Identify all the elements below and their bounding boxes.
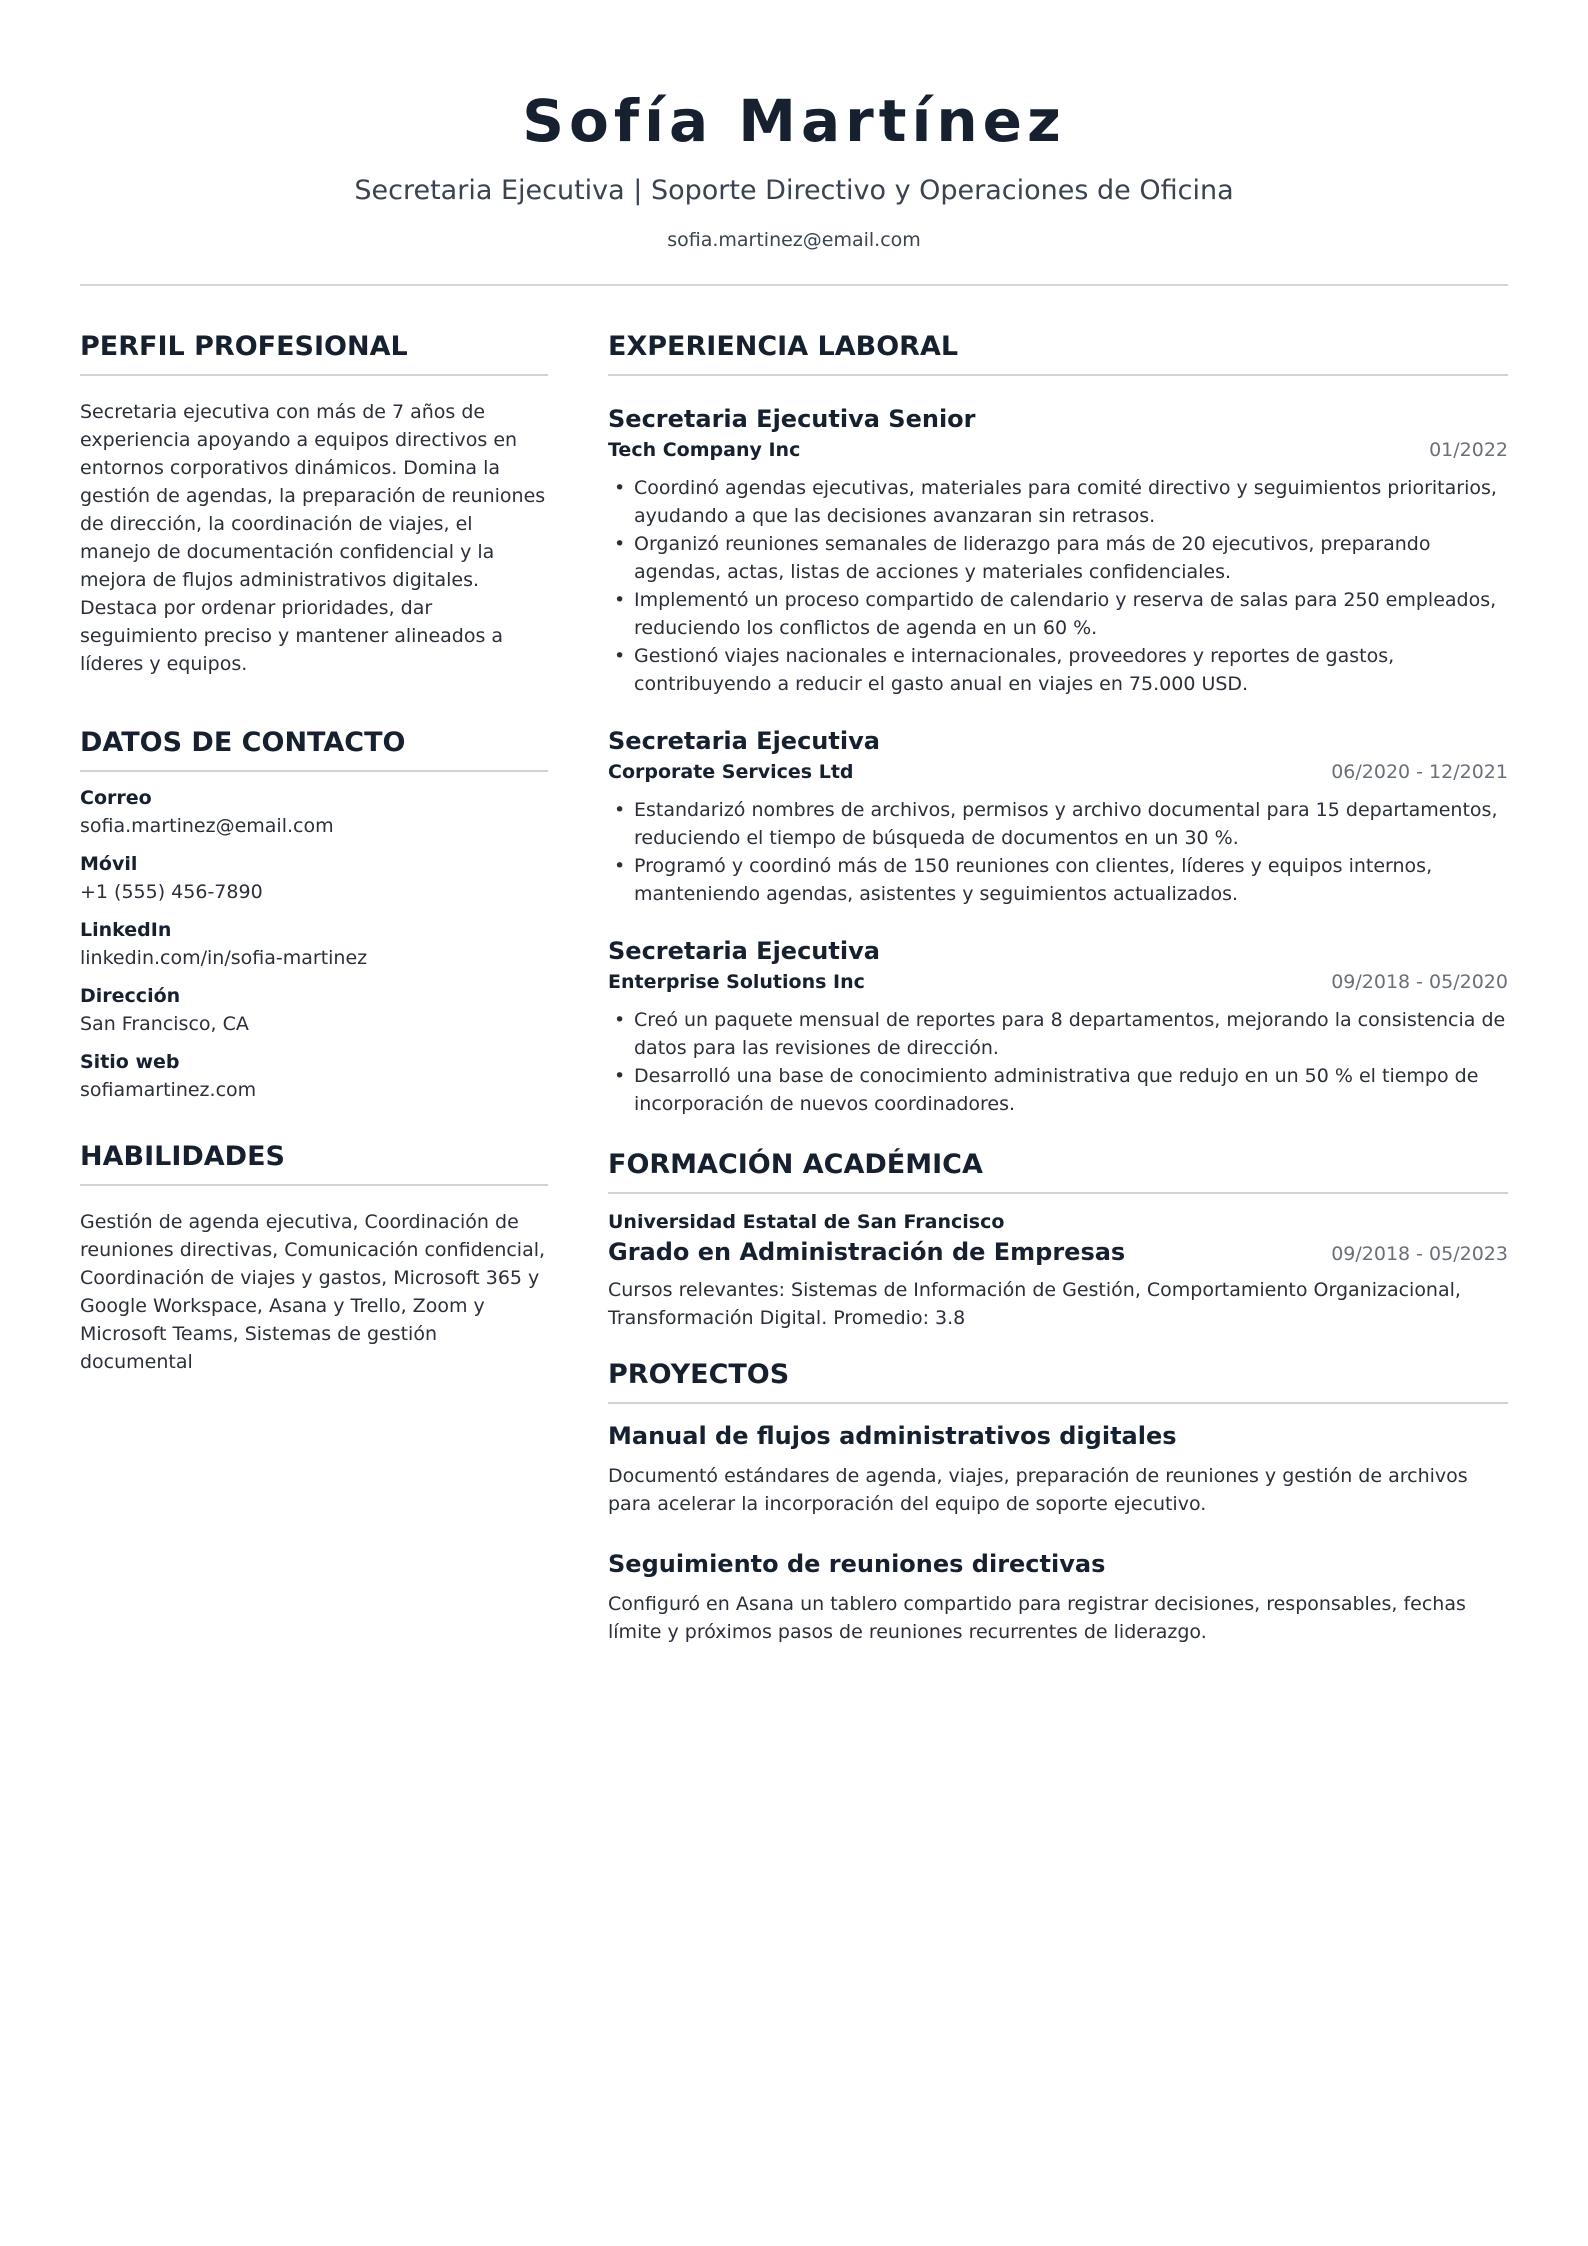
job-company: Tech Company Inc	[608, 439, 801, 461]
contact-linkedin-value: linkedin.com/in/sofia-martinez	[80, 947, 368, 969]
experience-heading: EXPERIENCIA LABORAL	[608, 330, 1508, 376]
project-entry	[608, 1420, 1508, 1518]
contact-section	[80, 726, 548, 1104]
skills-section	[80, 1140, 548, 1376]
candidate-name: Sofía Martínez	[522, 87, 1066, 155]
contact-item-website	[80, 1048, 548, 1104]
job-bullets	[608, 796, 1508, 908]
profile-section	[80, 330, 548, 678]
job-date: 09/2018 - 05/2020	[1331, 971, 1508, 993]
contact-item-phone	[80, 850, 548, 906]
candidate-headline: Secretaria Ejecutiva | Soporte Directivo y Operaciones de Oficina	[354, 175, 1234, 206]
contact-address-value: San Francisco, CA	[80, 1013, 249, 1035]
right-column	[608, 330, 1508, 1646]
job-bullet: • Desarrolló una base de conocimiento administrativa que redujo en un 50 % el tiempo de incorporación de nuevos coordinadores.	[608, 1062, 1508, 1118]
job-meta	[608, 968, 1508, 996]
job-bullets	[608, 1006, 1508, 1118]
job-entry	[608, 404, 1508, 698]
contact-item-address	[80, 982, 548, 1038]
education-section	[608, 1148, 1508, 1332]
project-description: Documentó estándares de agenda, viajes, preparación de reuniones y gestión de archivos para acelerar la incorporación del equipo de soporte ejecutivo.	[608, 1465, 1468, 1515]
education-heading: FORMACIÓN ACADÉMICA	[608, 1148, 1508, 1194]
job-company: Enterprise Solutions Inc	[608, 971, 865, 993]
left-column	[80, 330, 548, 1646]
job-date: 06/2020 - 12/2021	[1331, 761, 1508, 783]
education-meta	[608, 1236, 1508, 1268]
project-title: Manual de flujos administrativos digitales	[608, 1422, 1177, 1450]
projects-section	[608, 1358, 1508, 1646]
skills-heading: HABILIDADES	[80, 1140, 548, 1186]
job-bullet: • Programó y coordinó más de 150 reuniones con clientes, líderes y equipos internos, manteniendo agendas, asistentes y seguimientos actualizados.	[608, 852, 1508, 908]
job-title: Secretaria Ejecutiva Senior	[608, 405, 976, 433]
contact-label: LinkedIn	[80, 919, 172, 941]
education-date: 09/2018 - 05/2023	[1331, 1243, 1508, 1265]
header-email: sofia.martinez@email.com	[667, 229, 921, 251]
job-bullet: • Gestionó viajes nacionales e internacionales, proveedores y reportes de gastos, contribuyendo a reducir el gasto anual en viajes en 75.000 USD.	[608, 642, 1508, 698]
job-company: Corporate Services Ltd	[608, 761, 854, 783]
project-entry	[608, 1548, 1508, 1646]
contact-item-linkedin	[80, 916, 548, 972]
job-bullet: • Coordinó agendas ejecutivas, materiales para comité directivo y seguimientos prioritarios, ayudando a que las decisiones avanzaran sin retrasos.	[608, 474, 1508, 530]
contact-phone-value: +1 (555) 456-7890	[80, 881, 263, 903]
job-entry	[608, 726, 1508, 908]
resume-header	[80, 0, 1508, 286]
contact-website-value: sofiamartinez.com	[80, 1079, 257, 1101]
job-bullet: • Implementó un proceso compartido de calendario y reserva de salas para 250 empleados, reduciendo los conflictos de agenda en un 60 %.	[608, 586, 1508, 642]
job-entry	[608, 936, 1508, 1118]
experience-section	[608, 330, 1508, 1118]
contact-label: Correo	[80, 787, 152, 809]
contact-label: Dirección	[80, 985, 181, 1007]
job-meta	[608, 436, 1508, 464]
job-bullet: • Organizó reuniones semanales de liderazgo para más de 20 ejecutivos, preparando agendas, actas, listas de acciones y materiales confidenciales.	[608, 530, 1508, 586]
job-title: Secretaria Ejecutiva	[608, 727, 880, 755]
profile-text: Secretaria ejecutiva con más de 7 años de experiencia apoyando a equipos directivos en entornos corporativos dinámicos. Domina la gestión de agendas, la preparación de reuniones de dirección, la coordinación de viajes, el manejo de documentación confidencial y la mejora de flujos administrativos digitales. Destaca por ordenar prioridades, dar seguimiento preciso y mantener alineados a líderes y equipos.	[80, 401, 546, 675]
education-school: Universidad Estatal de San Francisco	[608, 1211, 1005, 1233]
profile-heading: PERFIL PROFESIONAL	[80, 330, 548, 376]
skills-text: Gestión de agenda ejecutiva, Coordinación de reuniones directivas, Comunicación confidencial, Coordinación de viajes y gastos, Microsoft 365 y Google Workspace, Asana y Trello, Zoom y Microsoft Teams, Sistemas de gestión documental	[80, 1211, 546, 1373]
job-title: Secretaria Ejecutiva	[608, 937, 880, 965]
job-bullet: • Creó un paquete mensual de reportes para 8 departamentos, mejorando la consistencia de datos para las revisiones de dirección.	[608, 1006, 1508, 1062]
job-bullet: • Estandarizó nombres de archivos, permisos y archivo documental para 15 departamentos, reduciendo el tiempo de búsqueda de documentos en un 30 %.	[608, 796, 1508, 852]
contact-label: Móvil	[80, 853, 138, 875]
resume-columns	[80, 330, 1508, 1646]
education-courses: Cursos relevantes: Sistemas de Información de Gestión, Comportamiento Organizacional, Transformación Digital. Promedio: 3.8	[608, 1279, 1461, 1329]
contact-email-value: sofia.martinez@email.com	[80, 815, 334, 837]
education-degree: Grado en Administración de Empresas	[608, 1238, 1126, 1266]
project-title: Seguimiento de reuniones directivas	[608, 1550, 1106, 1578]
project-description: Configuró en Asana un tablero compartido para registrar decisiones, responsables, fechas límite y próximos pasos de reuniones recurrentes de liderazgo.	[608, 1593, 1466, 1643]
job-bullets	[608, 474, 1508, 698]
projects-heading: PROYECTOS	[608, 1358, 1508, 1404]
contact-list	[80, 784, 548, 1104]
header-divider	[80, 284, 1508, 286]
contact-heading: DATOS DE CONTACTO	[80, 726, 548, 772]
contact-item-email	[80, 784, 548, 840]
job-meta	[608, 758, 1508, 786]
contact-label: Sitio web	[80, 1051, 180, 1073]
job-date: 01/2022	[1429, 439, 1508, 461]
